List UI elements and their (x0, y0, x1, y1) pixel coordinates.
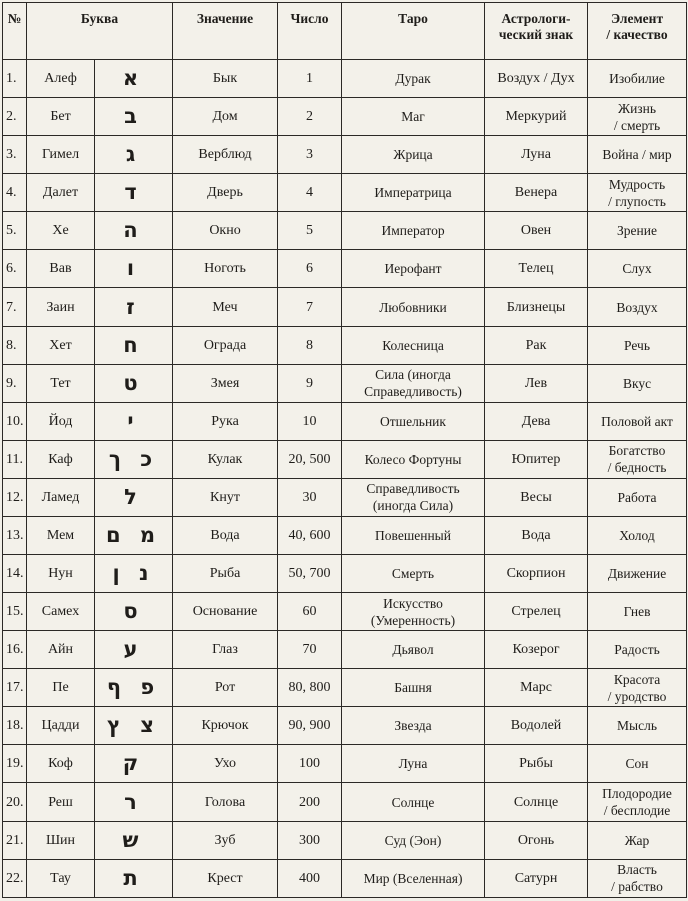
element-quality: Вкус (588, 364, 687, 402)
letter-name: Хет (27, 326, 95, 364)
astro-sign: Луна (485, 136, 588, 174)
letter-number: 60 (278, 593, 342, 631)
letter-number: 6 (278, 250, 342, 288)
astro-sign: Рыбы (485, 745, 588, 783)
header-number: Число (278, 3, 342, 60)
astro-sign: Близнецы (485, 288, 588, 326)
letter-meaning: Кнут (173, 478, 278, 516)
tarot-card: Дьявол (342, 631, 485, 669)
letter-meaning: Рот (173, 669, 278, 707)
letter-glyph: ס (95, 593, 173, 631)
element-quality: Речь (588, 326, 687, 364)
letter-meaning: Бык (173, 60, 278, 98)
letter-meaning: Голова (173, 783, 278, 821)
astro-sign: Сатурн (485, 859, 588, 897)
tarot-card: Любовники (342, 288, 485, 326)
letter-meaning: Змея (173, 364, 278, 402)
element-quality: Воздух (588, 288, 687, 326)
letter-name: Хе (27, 212, 95, 250)
element-quality: Радость (588, 631, 687, 669)
tarot-card: Императрица (342, 174, 485, 212)
row-number: 2. (3, 98, 27, 136)
row-number: 15. (3, 593, 27, 631)
element-quality: Холод (588, 516, 687, 554)
row-number: 4. (3, 174, 27, 212)
letter-name: Реш (27, 783, 95, 821)
letter-meaning: Рука (173, 402, 278, 440)
element-quality: Жар (588, 821, 687, 859)
tarot-card: Звезда (342, 707, 485, 745)
letter-glyph: כ ך (95, 440, 173, 478)
astro-sign: Скорпион (485, 555, 588, 593)
letter-glyph: צ ץ (95, 707, 173, 745)
table-row (3, 288, 687, 326)
letter-glyph: ז (95, 288, 173, 326)
element-quality: Жизнь / смерть (588, 98, 687, 136)
table-row (3, 631, 687, 669)
element-quality: Движение (588, 555, 687, 593)
letter-meaning: Ноготь (173, 250, 278, 288)
table-row (3, 402, 687, 440)
row-number: 10. (3, 402, 27, 440)
letter-glyph: פ ף (95, 669, 173, 707)
hebrew-letters-table (2, 2, 687, 898)
letter-number: 40, 600 (278, 516, 342, 554)
table-row (3, 440, 687, 478)
table-row (3, 250, 687, 288)
table-row (3, 516, 687, 554)
letter-name: Тет (27, 364, 95, 402)
element-quality: Слух (588, 250, 687, 288)
astro-sign: Огонь (485, 821, 588, 859)
letter-meaning: Меч (173, 288, 278, 326)
row-number: 6. (3, 250, 27, 288)
letter-glyph: ח (95, 326, 173, 364)
letter-number: 300 (278, 821, 342, 859)
element-quality: Зрение (588, 212, 687, 250)
letter-number: 8 (278, 326, 342, 364)
element-quality: Мудрость / глупость (588, 174, 687, 212)
tarot-card: Жрица (342, 136, 485, 174)
astro-sign: Юпитер (485, 440, 588, 478)
header-letter: Буква (27, 3, 173, 60)
element-quality: Война / мир (588, 136, 687, 174)
astro-sign: Водолей (485, 707, 588, 745)
letter-meaning: Глаз (173, 631, 278, 669)
letter-name: Йод (27, 402, 95, 440)
letter-name: Цадди (27, 707, 95, 745)
table-row (3, 364, 687, 402)
row-number: 13. (3, 516, 27, 554)
letter-number: 2 (278, 98, 342, 136)
letter-number: 90, 900 (278, 707, 342, 745)
row-number: 18. (3, 707, 27, 745)
tarot-card: Смерть (342, 555, 485, 593)
tarot-card: Отшельник (342, 402, 485, 440)
tarot-card: Колесница (342, 326, 485, 364)
row-number: 5. (3, 212, 27, 250)
row-number: 14. (3, 555, 27, 593)
table-row (3, 555, 687, 593)
element-quality: Богатство / бедность (588, 440, 687, 478)
element-quality: Власть / рабство (588, 859, 687, 897)
letter-number: 7 (278, 288, 342, 326)
header-element: Элемент / качество (588, 3, 687, 60)
letter-glyph: ק (95, 745, 173, 783)
letter-meaning: Крест (173, 859, 278, 897)
header-meaning: Значение (173, 3, 278, 60)
letter-number: 4 (278, 174, 342, 212)
tarot-card: Иерофант (342, 250, 485, 288)
header-tarot: Таро (342, 3, 485, 60)
element-quality: Сон (588, 745, 687, 783)
letter-glyph: ט (95, 364, 173, 402)
header-num: № (3, 3, 27, 60)
letter-number: 70 (278, 631, 342, 669)
letter-number: 30 (278, 478, 342, 516)
tarot-card: Дурак (342, 60, 485, 98)
letter-glyph: מ ם (95, 516, 173, 554)
element-quality: Изобилие (588, 60, 687, 98)
row-number: 20. (3, 783, 27, 821)
row-number: 16. (3, 631, 27, 669)
letter-name: Алеф (27, 60, 95, 98)
astro-sign: Козерог (485, 631, 588, 669)
letter-glyph: ה (95, 212, 173, 250)
letter-name: Коф (27, 745, 95, 783)
row-number: 11. (3, 440, 27, 478)
row-number: 12. (3, 478, 27, 516)
tarot-card: Император (342, 212, 485, 250)
letter-name: Ламед (27, 478, 95, 516)
row-number: 21. (3, 821, 27, 859)
tarot-card: Суд (Эон) (342, 821, 485, 859)
astro-sign: Дева (485, 402, 588, 440)
table-row (3, 821, 687, 859)
letter-number: 20, 500 (278, 440, 342, 478)
table-row (3, 859, 687, 897)
header-row (3, 3, 687, 60)
astro-sign: Лев (485, 364, 588, 402)
table-row (3, 669, 687, 707)
letter-glyph: ג (95, 136, 173, 174)
letter-name: Тау (27, 859, 95, 897)
astro-sign: Венера (485, 174, 588, 212)
element-quality: Плодородие / бесплодие (588, 783, 687, 821)
letter-name: Самех (27, 593, 95, 631)
letter-meaning: Рыба (173, 555, 278, 593)
astro-sign: Вода (485, 516, 588, 554)
table-row (3, 212, 687, 250)
tarot-card: Повешенный (342, 516, 485, 554)
row-number: 19. (3, 745, 27, 783)
astro-sign: Овен (485, 212, 588, 250)
letter-glyph: ל (95, 478, 173, 516)
tarot-card: Башня (342, 669, 485, 707)
letter-meaning: Основание (173, 593, 278, 631)
element-quality: Мысль (588, 707, 687, 745)
letter-number: 5 (278, 212, 342, 250)
letter-meaning: Зуб (173, 821, 278, 859)
letter-meaning: Крючок (173, 707, 278, 745)
letter-number: 9 (278, 364, 342, 402)
letter-number: 80, 800 (278, 669, 342, 707)
tarot-card: Солнце (342, 783, 485, 821)
astro-sign: Весы (485, 478, 588, 516)
row-number: 3. (3, 136, 27, 174)
element-quality: Красота / уродство (588, 669, 687, 707)
table-row (3, 174, 687, 212)
row-number: 22. (3, 859, 27, 897)
row-number: 1. (3, 60, 27, 98)
letter-name: Пе (27, 669, 95, 707)
letter-number: 10 (278, 402, 342, 440)
letter-glyph: ש (95, 821, 173, 859)
letter-number: 100 (278, 745, 342, 783)
letter-name: Шин (27, 821, 95, 859)
letter-name: Бет (27, 98, 95, 136)
letter-glyph: ו (95, 250, 173, 288)
element-quality: Половой акт (588, 402, 687, 440)
table-row (3, 593, 687, 631)
tarot-card: Искусство (Умеренность) (342, 593, 485, 631)
letter-glyph: ד (95, 174, 173, 212)
astro-sign: Марс (485, 669, 588, 707)
letter-glyph: ר (95, 783, 173, 821)
table-row (3, 783, 687, 821)
letter-meaning: Вода (173, 516, 278, 554)
letter-meaning: Ограда (173, 326, 278, 364)
tarot-card: Сила (иногда Справедливость) (342, 364, 485, 402)
letter-meaning: Окно (173, 212, 278, 250)
astro-sign: Рак (485, 326, 588, 364)
astro-sign: Телец (485, 250, 588, 288)
letter-name: Айн (27, 631, 95, 669)
letter-number: 3 (278, 136, 342, 174)
astro-sign: Меркурий (485, 98, 588, 136)
table-row (3, 745, 687, 783)
astro-sign: Стрелец (485, 593, 588, 631)
row-number: 9. (3, 364, 27, 402)
element-quality: Работа (588, 478, 687, 516)
letter-name: Гимел (27, 136, 95, 174)
letter-meaning: Верблюд (173, 136, 278, 174)
tarot-card: Маг (342, 98, 485, 136)
tarot-card: Луна (342, 745, 485, 783)
letter-glyph: ב (95, 98, 173, 136)
table-row (3, 98, 687, 136)
letter-meaning: Ухо (173, 745, 278, 783)
table-row (3, 707, 687, 745)
letter-glyph: י (95, 402, 173, 440)
letter-meaning: Кулак (173, 440, 278, 478)
letter-number: 1 (278, 60, 342, 98)
tarot-card: Мир (Вселенная) (342, 859, 485, 897)
letter-name: Заин (27, 288, 95, 326)
tarot-card: Справедливость (иногда Сила) (342, 478, 485, 516)
row-number: 8. (3, 326, 27, 364)
letter-name: Нун (27, 555, 95, 593)
table-row (3, 326, 687, 364)
table-row (3, 136, 687, 174)
letter-meaning: Дверь (173, 174, 278, 212)
astro-sign: Солнце (485, 783, 588, 821)
row-number: 7. (3, 288, 27, 326)
letter-name: Мем (27, 516, 95, 554)
letter-name: Вав (27, 250, 95, 288)
table-row (3, 60, 687, 98)
letter-name: Каф (27, 440, 95, 478)
letter-meaning: Дом (173, 98, 278, 136)
letter-number: 200 (278, 783, 342, 821)
tarot-card: Колесо Фортуны (342, 440, 485, 478)
element-quality: Гнев (588, 593, 687, 631)
row-number: 17. (3, 669, 27, 707)
letter-glyph: א (95, 60, 173, 98)
letter-glyph: ע (95, 631, 173, 669)
letter-name: Далет (27, 174, 95, 212)
letter-glyph: ת (95, 859, 173, 897)
table-row (3, 478, 687, 516)
letter-number: 50, 700 (278, 555, 342, 593)
astro-sign: Воздух / Дух (485, 60, 588, 98)
header-astro: Астрологи- ческий знак (485, 3, 588, 60)
letter-number: 400 (278, 859, 342, 897)
letter-glyph: נ ן (95, 555, 173, 593)
